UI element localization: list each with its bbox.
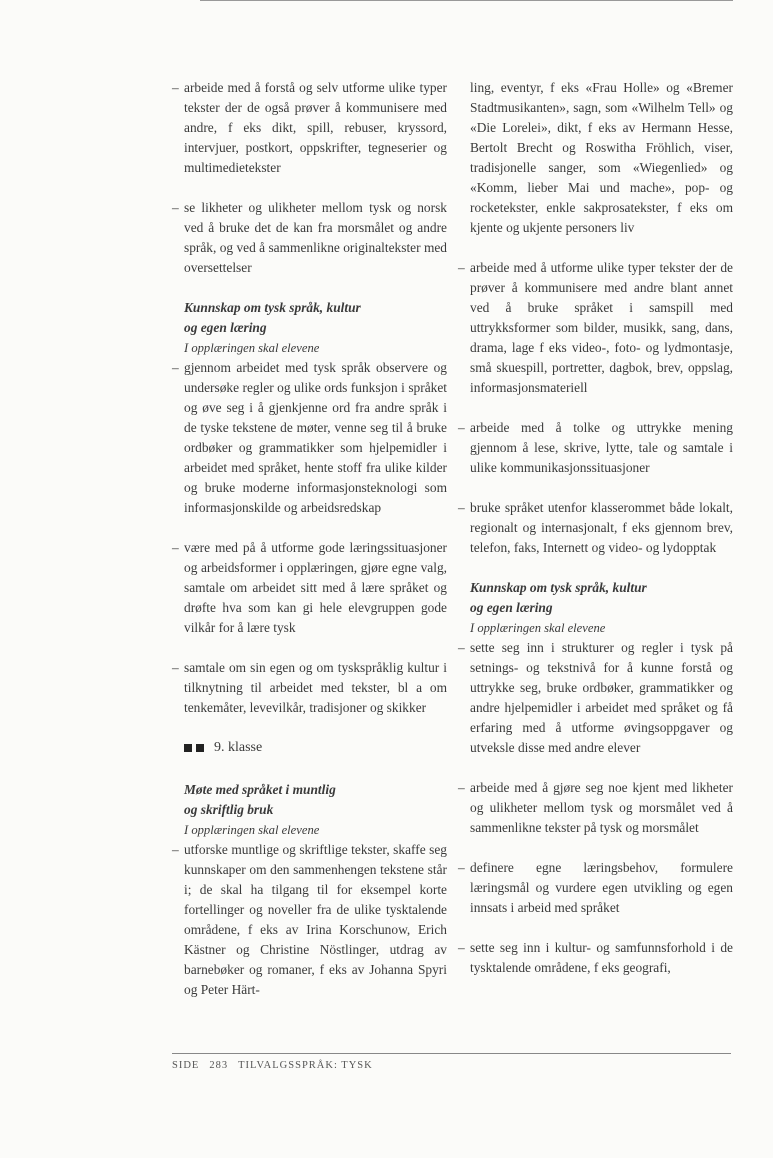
top-rule: [200, 0, 733, 1]
list-item: – arbeide med å gjøre seg noe kjent med likheter og ulikheter mellom tysk og morsmålet ved å sammenlikne tekster på tysk og morsmålet: [458, 780, 733, 835]
square-bullet-icon: [196, 744, 204, 752]
list-item: – samtale om sin egen og om tyskspråklig kultur i tilknytning til arbeidet med tekster, bl a om tenkemåter, levevilkår, tradisjoner og skikker: [172, 660, 447, 715]
section-subheading: I opplæringen skal elevene: [184, 823, 320, 837]
section-subheading: I opplæringen skal elevene: [470, 621, 606, 635]
grade-heading: 9. klasse: [172, 738, 447, 758]
list-item: – sette seg inn i kultur- og samfunnsforhold i de tysktalende områdene, f eks geografi,: [458, 940, 733, 975]
list-item: – sette seg inn i strukturer og regler i tysk på setnings- og tekstnivå for å kunne forstå og uttrykke seg, bruke ordbøker, grammatikker og andre hjelpemidler i arbeidet med språket og få erfaring med å utforme øvingsoppgaver og utveksle disse med andre elever: [458, 640, 733, 755]
section-subheading: I opplæringen skal elevene: [184, 341, 320, 355]
list-item: – være med på å utforme gode læringssituasjoner og arbeidsformer i opplæringen, gjøre egne valg, samtale om arbeidet sitt med å lære språket og drøfte hva som kan gi hele elevgruppen gode vilkår for å lære tysk: [172, 540, 447, 635]
list-item: – bruke språket utenfor klasserommet både lokalt, regionalt og internasjonalt, f eks gjennom brev, telefon, faks, Internett og video- og lydopptak: [458, 500, 733, 555]
list-item: – se likheter og ulikheter mellom tysk og norsk ved å bruke det de kan fra morsmålet og andre språk, og ved å sammenlikne originaltekster med oversettelser: [172, 200, 447, 275]
section-heading: Møte med språket i muntlig og skriftlig bruk: [184, 782, 336, 817]
square-bullet-icon: [184, 744, 192, 752]
list-item: – definere egne læringsbehov, formulere læringsmål og vurdere egen utvikling og egen innsats i arbeid med språket: [458, 860, 733, 915]
section-heading: Kunnskap om tysk språk, kultur og egen læring: [470, 580, 647, 615]
list-item: – arbeide med å forstå og selv utforme ulike typer tekster der de også prøver å kommunisere med andre, f eks dikt, spill, rebuser, kryssord, intervjuer, postkort, oppskrifter, tegneserier og multimedietekster: [172, 80, 447, 175]
right-column: [458, 78, 733, 998]
list-item: – gjennom arbeidet med tysk språk observere og undersøke regler og ulike ords funksjon i språket og øve seg i å gjenkjenne ord fra andre språk i de tyske tekstene de møter, venne seg til å bruke ordbøker og grammatikker som hjelpemidler i arbeidet med språket, hente stoff fra ulike kilder og bruke moderne informasjonsteknologi som informasjonskilde og arbeidsredskap: [172, 360, 447, 515]
footer-side-label: SIDE: [172, 1060, 200, 1071]
list-item: – arbeide med å tolke og uttrykke mening gjennom å lese, skrive, lytte, tale og samtale i ulike kommunikasjonssituasjoner: [458, 420, 733, 475]
footer-rule: [172, 1053, 731, 1054]
list-item-continuation: ling, eventyr, f eks «Frau Holle» og «Bremer Stadtmusikanten», sagn, som «Wilhelm Tell» og «Die Lorelei», dikt, f eks av Hermann Hesse, Bertolt Brecht og Roswitha Fröhlich, viser, tradisjonelle sanger, som «Wiegenlied» og «Komm, lieber Mai und mache», pop- og rocketekster, enkle sakprosatekster, f eks om kjente og ukjente personers liv: [470, 80, 733, 235]
page-number: 283: [209, 1060, 229, 1071]
left-column: [172, 78, 447, 1020]
section-heading: Kunnskap om tysk språk, kultur og egen læring: [184, 300, 361, 335]
page-footer: [172, 1060, 383, 1071]
list-item: – arbeide med å utforme ulike typer tekster der de prøver å kommunisere med andre blant annet ved å bruke språket i samspill med uttrykksformer som bilder, musikk, sang, dans, drama, lage f eks video-, foto- og lydmontasje, små skuespill, portretter, dagbok, brev, oppslag, informasjonsmateriell: [458, 260, 733, 395]
list-item: – utforske muntlige og skriftlige tekster, skaffe seg kunnskaper om den sammenhengen tekstene står i; de skal ha tilgang til for eksempel korte fortellinger og noveller fra de ulike tysktalende områdene, f eks av Irina Korschunow, Erich Kästner og Christine Nöstlinger, utdrag av barnebøker og romaner, f eks av Johanna Spyri og Peter Härt-: [172, 842, 447, 997]
footer-section: TILVALGSSPRÅK: TYSK: [238, 1060, 373, 1071]
